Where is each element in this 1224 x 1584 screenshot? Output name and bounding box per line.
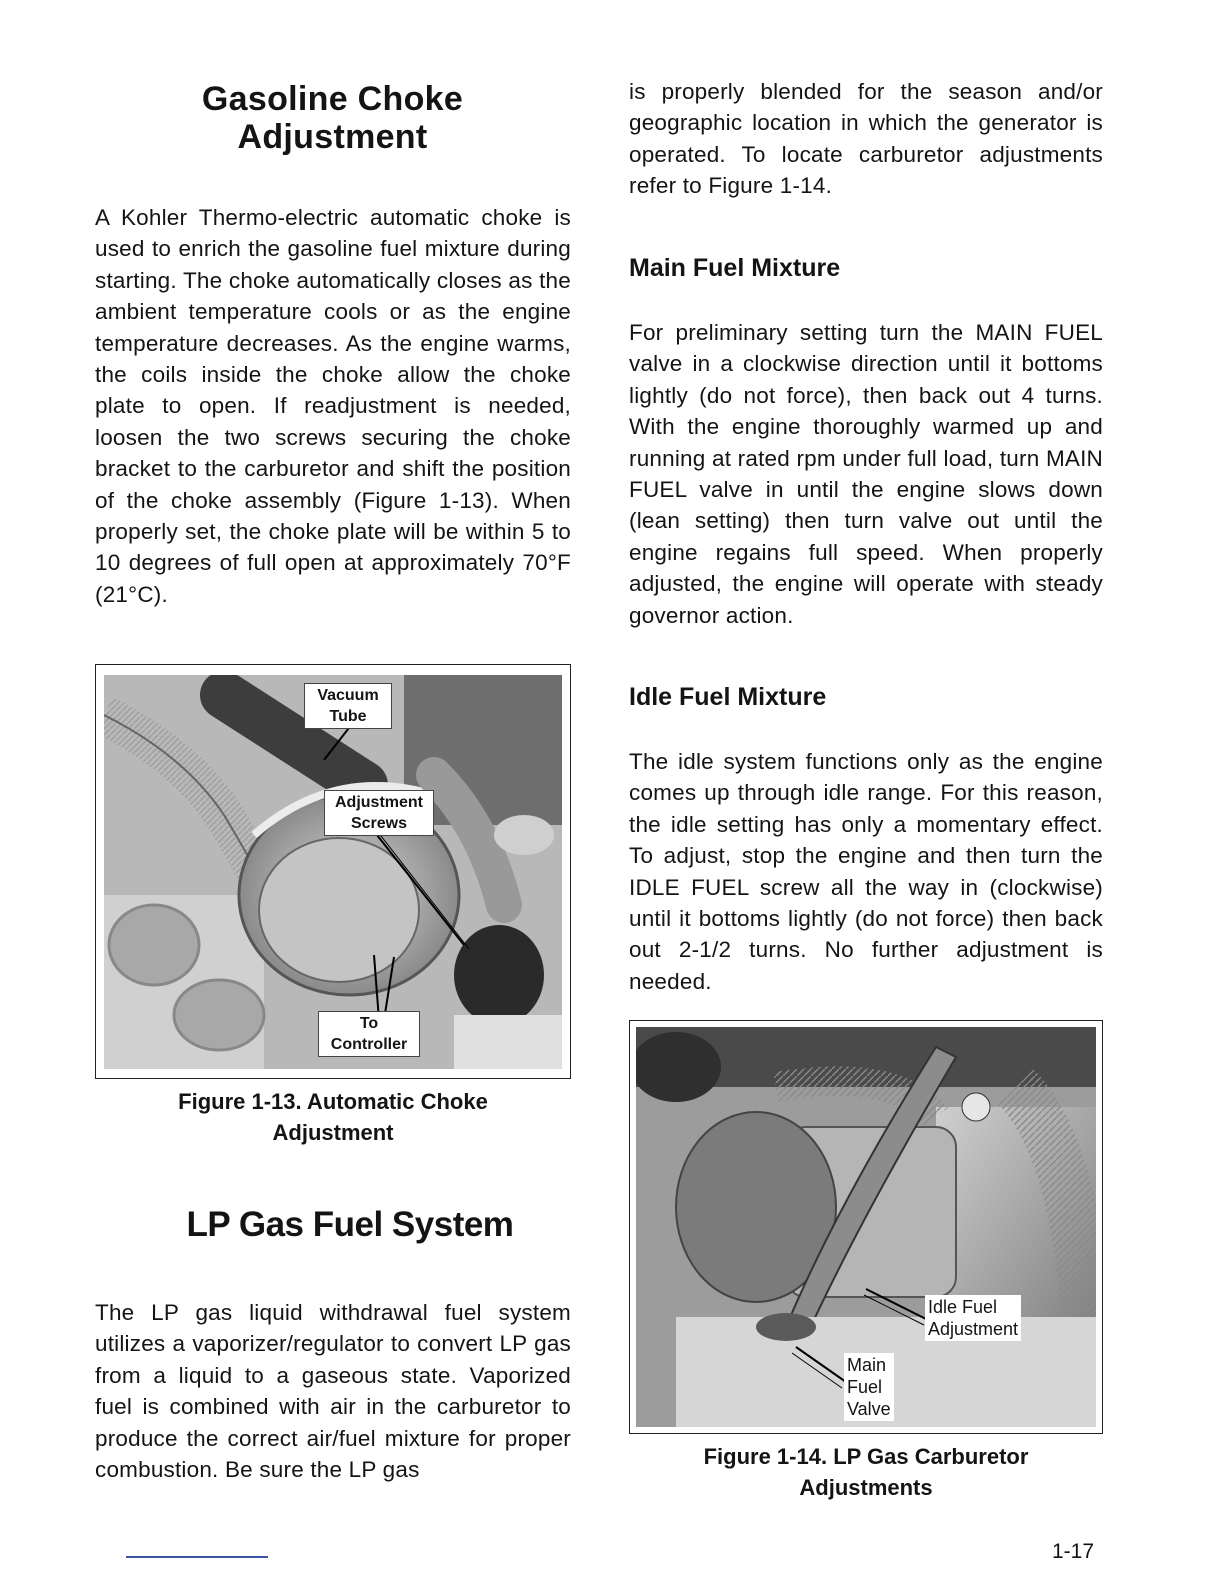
choke-photo-illustration [104, 675, 562, 1069]
figure-1-14-caption [629, 1441, 1103, 1503]
choke-heading: Gasoline Choke Adjustment [201, 80, 464, 156]
main-label-line1: Main [847, 1355, 887, 1375]
controller-label-line2: Controller [330, 1036, 408, 1053]
figure-1-13 [95, 664, 571, 1079]
idle-label-line2: Adjustment [928, 1319, 1019, 1339]
controller-label-line1: To [359, 1015, 379, 1032]
page-number: 1-17 [1052, 1540, 1095, 1563]
to-controller-label [318, 1011, 420, 1057]
figure-1-14-caption-line1: Figure 1-14. LP Gas Carburetor [703, 1444, 1029, 1469]
lp-gas-heading: LP Gas Fuel System [186, 1205, 514, 1244]
choke-paragraph: A Kohler Thermo-electric automatic choke is used to enrich the gasoline fuel mixture during starting. The choke automatically closes as the ambient temperature cools or as the engine temperature decreases. As the engine warms, the coils inside the choke allow the choke plate to open. If readjustment is needed, loosen the two screws securing the choke bracket to the carburetor and shift the position of the choke assembly (Figure 1-13). When properly set, the choke plate will be within 5 to 10 degrees of full open at approximately 70°F (21°C). [95, 205, 571, 607]
figure-1-13-caption-line2: Adjustment [272, 1120, 394, 1145]
screws-label-line1: Adjustment [335, 794, 423, 811]
adjustment-screws-label [324, 790, 434, 836]
vacuum-tube-label [304, 683, 392, 729]
lp-gas-paragraph: The LP gas liquid withdrawal fuel system utilizes a vaporizer/regulator to convert LP gas from a liquid to a gaseous state. Vaporized fuel is combined with air in the carburetor to produce the correct air/fuel mixture for proper combustion. Be sure the LP gas [95, 1300, 571, 1483]
vacuum-label-line1: Vacuum [317, 687, 379, 704]
footer-rule [126, 1556, 268, 1558]
figure-1-14 [629, 1020, 1103, 1434]
figure-1-13-caption [95, 1086, 571, 1148]
main-label-line3: Valve [847, 1399, 891, 1419]
idle-fuel-adjustment-label [925, 1295, 1021, 1341]
idle-label-line1: Idle Fuel [928, 1297, 998, 1317]
main-fuel-valve-label [844, 1353, 894, 1421]
continued-paragraph: is properly blended for the season and/or geographic location in which the generator is operated. To locate carburetor adjustments refer to Figure 1-14. [629, 79, 1103, 199]
idle-fuel-heading: Idle Fuel Mixture [629, 683, 827, 711]
main-fuel-paragraph: For preliminary setting turn the MAIN FUEL valve in a clockwise direction until it bottoms lightly (do not force), then back out 4 turns. With the engine thoroughly warmed up and running at rated rpm under full load, turn MAIN FUEL valve in until the engine slows down (lean setting) then turn valve out until the engine regains full speed. When properly adjusted, the engine will operate with steady governor action. [629, 320, 1103, 628]
main-fuel-heading: Main Fuel Mixture [629, 254, 841, 282]
idle-fuel-paragraph: The idle system functions only as the engine comes up through idle range. For this reason, the idle setting has only a momentary effect. To adjust, stop the engine and then turn the IDLE FUEL screw all the way in (clockwise) until it bottoms lightly (do not force) then back out 2-1/2 turns. No further adjustment is needed. [629, 749, 1103, 994]
figure-1-14-caption-line2: Adjustments [799, 1475, 933, 1500]
vacuum-label-line2: Tube [329, 708, 367, 725]
figure-1-13-caption-line1: Figure 1-13. Automatic Choke [178, 1089, 488, 1114]
choke-photo [104, 675, 562, 1069]
screws-label-line2: Screws [350, 815, 408, 832]
main-label-line2: Fuel [847, 1377, 883, 1397]
